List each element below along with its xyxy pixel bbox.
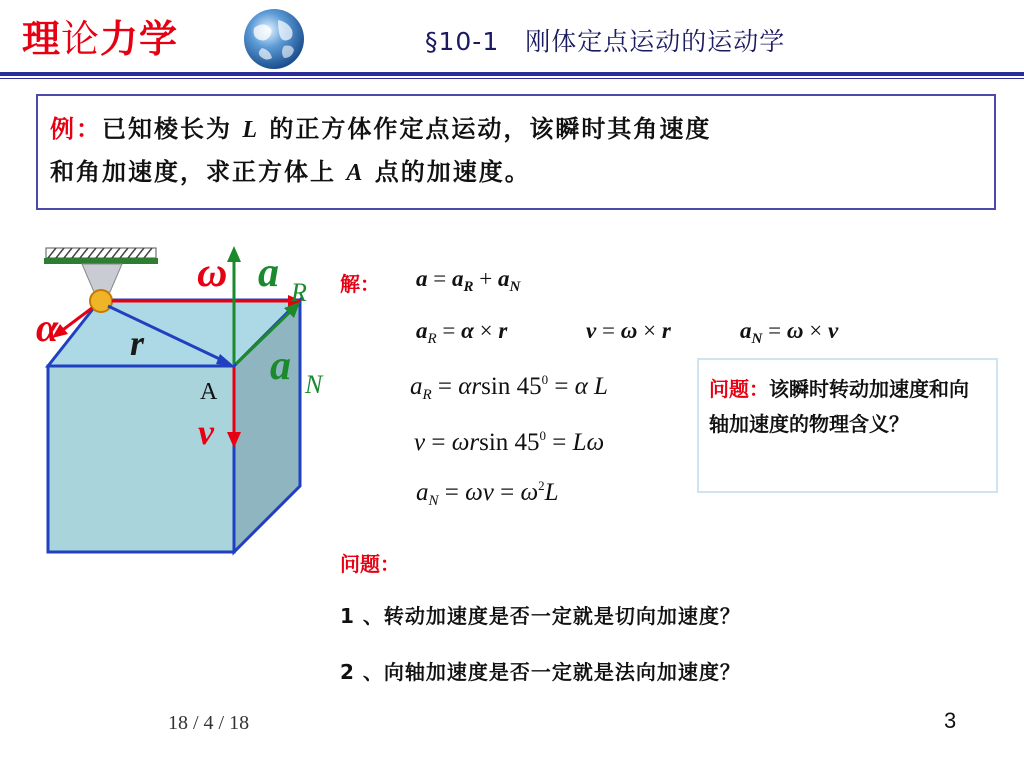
eq-v-cross: v = ω × r <box>586 318 671 343</box>
r-label: r <box>130 323 145 363</box>
slide-date: 18 / 4 / 18 <box>168 712 250 734</box>
eq-aN-value: $a_N = \omega v = \omega^2L$ <box>416 478 559 509</box>
aR-label <box>258 252 279 294</box>
cube-figure <box>30 240 360 560</box>
aR-label-a: a <box>258 250 279 296</box>
example-text-3: 和角加速度，求正方体上 <box>50 158 336 186</box>
var-A: A <box>346 160 365 186</box>
eq-acceleration-sum: $a = a_R + a_N$ <box>416 266 521 295</box>
solution-label: 解： <box>340 272 380 296</box>
example-label: 例： <box>50 115 102 143</box>
alpha-label: α <box>36 305 59 350</box>
eq-aR-cross: $a_R = \alpha \times r$ <box>416 318 508 347</box>
title-char-3: 力学 <box>100 17 179 61</box>
example-line-2 <box>50 151 982 194</box>
example-box <box>36 94 996 210</box>
example-text-4: 点的加速度。 <box>374 158 531 186</box>
v-label: v <box>198 412 214 452</box>
example-line-1 <box>50 108 982 151</box>
eq-aR-value: $a_R = \alpha rsin$ $45^0 = \alpha$ L <box>410 372 608 403</box>
globe-icon <box>240 6 308 72</box>
var-L: L <box>242 117 260 143</box>
aN-label <box>270 345 291 387</box>
title-char-2: 论 <box>61 17 101 61</box>
question-2: 2 、向轴加速度是否一定就是法向加速度？ <box>340 660 741 684</box>
fixed-support <box>44 248 158 292</box>
question-box-label: 问题： <box>709 377 769 401</box>
question-box <box>697 358 998 493</box>
aN-sub-label: N <box>305 370 323 399</box>
point-A-label: A <box>200 379 218 405</box>
eq-aN-cross: $a_N = \omega \times v$ <box>740 318 839 347</box>
course-title <box>22 8 178 63</box>
question-1: 1 、转动加速度是否一定就是切向加速度？ <box>340 604 741 628</box>
header-divider-thin <box>0 78 1024 79</box>
section-title: §10-1 刚体定点运动的运动学 <box>425 27 786 56</box>
pivot-point <box>90 290 112 312</box>
page-number: 3 <box>944 708 957 733</box>
example-text-2: 的正方体作定点运动，该瞬时其角速度 <box>269 115 712 143</box>
title-char-1: 理 <box>22 17 62 61</box>
questions-title: 问题： <box>340 552 400 576</box>
question-box-text: 该瞬时转动加速度和向轴加速度的物理含义？ <box>709 377 969 436</box>
header-divider-thick <box>0 72 1024 76</box>
example-text-1: 已知棱长为 <box>102 115 232 143</box>
omega-label: ω <box>197 250 228 296</box>
aR-sub-label: R <box>291 278 307 307</box>
eq-v-value: v = ωrsin $45^0 = L\omega$ <box>414 428 605 456</box>
aN-label-a: a <box>270 343 291 389</box>
